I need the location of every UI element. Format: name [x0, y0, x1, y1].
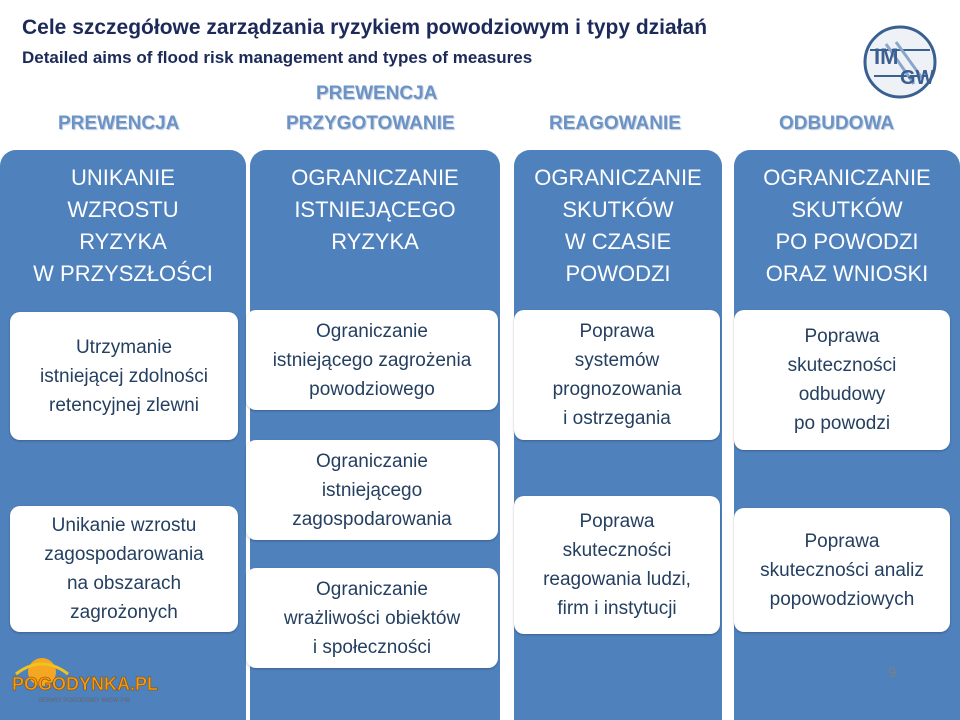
measure-text: powodziowego	[309, 378, 435, 400]
header-line: ISTNIEJĄCEGO	[294, 197, 456, 222]
header-line: OGRANICZANIE	[291, 165, 459, 190]
measure-text: zagospodarowania	[292, 508, 452, 530]
header-line: OGRANICZANIE	[534, 165, 702, 190]
logo-text-2: GW	[900, 67, 935, 89]
measure-text: Ograniczanie	[316, 450, 428, 472]
measure-text: Utrzymanie	[75, 336, 173, 358]
slide-title: Cele szczegółowe zarządzania ryzykiem powodziowym i typy działań	[22, 16, 708, 39]
measure-text: Poprawa	[804, 326, 880, 347]
measure-text: zagospodarowania	[44, 544, 204, 565]
measure-box	[734, 508, 950, 632]
measure-text: firm i instytucji	[557, 598, 677, 619]
imgw-logo	[856, 24, 938, 102]
measure-text: po powodzi	[793, 413, 891, 434]
pogodynka-name: POGODYNKA.PL	[12, 674, 159, 694]
phase-label-odbudowa: ODBUDOWA	[779, 113, 895, 134]
phase-label-prewencja: PREWENCJA	[58, 113, 180, 134]
logo-text-1: IM	[874, 44, 899, 69]
measure-text: odbudowy	[798, 384, 886, 405]
header-line: SKUTKÓW	[562, 197, 674, 222]
phase-label-prewencja-2: PREWENCJA	[316, 83, 438, 104]
measure-box	[246, 310, 498, 410]
measure-text: popowodziowych	[769, 588, 915, 610]
measure-box	[246, 568, 498, 668]
header-line: W PRZYSZŁOŚCI	[33, 261, 213, 286]
measure-text: Poprawa	[804, 530, 880, 552]
header-line: OGRANICZANIE	[763, 165, 931, 190]
column-header-3	[514, 162, 722, 290]
measure-text: systemów	[574, 350, 660, 371]
measure-box	[734, 310, 950, 450]
measure-box	[246, 440, 498, 540]
measure-text: i ostrzegania	[563, 408, 671, 429]
measure-text: prognozowania	[552, 379, 682, 400]
measure-box	[514, 496, 720, 634]
phase-label-przygotowanie: PRZYGOTOWANIE	[286, 113, 455, 134]
header-line: UNIKANIE	[71, 165, 175, 190]
pogodynka-logo	[8, 650, 168, 710]
measure-text: istniejącego zagrożenia	[272, 349, 472, 371]
header-line: RYZYKA	[331, 229, 419, 254]
measure-text: wrażliwości obiektów	[283, 607, 461, 629]
header-line: WZROSTU	[67, 197, 179, 222]
header-line: SKUTKÓW	[791, 197, 903, 222]
measure-text: Ograniczanie	[316, 320, 428, 342]
measure-text: istniejącego	[321, 479, 423, 501]
column-header-1	[0, 162, 246, 290]
measure-box	[10, 312, 238, 440]
page-number: 9	[888, 664, 897, 681]
header-line: RYZYKA	[79, 229, 167, 254]
phase-label-reagowanie: REAGOWANIE	[549, 113, 681, 134]
measure-text: Unikanie wzrostu	[51, 515, 197, 536]
measure-box	[514, 310, 720, 440]
measure-text: istniejącej zdolności	[40, 365, 208, 387]
measure-text: zagrożonych	[70, 602, 178, 623]
measure-text: na obszarach	[66, 573, 182, 594]
slide-subtitle: Detailed aims of flood risk management and types of measures	[22, 48, 533, 67]
measure-text: Poprawa	[579, 511, 655, 532]
measure-text: Poprawa	[579, 321, 655, 342]
measure-text: skuteczności	[562, 540, 672, 561]
measure-text: i społeczności	[312, 636, 432, 658]
header-line: POWODZI	[565, 261, 671, 286]
column-header-4	[734, 162, 960, 290]
measure-text: skuteczności analiz	[760, 559, 924, 581]
header-line: PO POWODZI	[775, 229, 919, 254]
header-line: W CZASIE	[564, 229, 672, 254]
pogodynka-tagline: SERWIS POGODOWY IMGW-PIB	[38, 698, 131, 704]
measure-box	[10, 506, 238, 632]
header-line: ORAZ WNIOSKI	[765, 261, 929, 286]
measure-text: retencyjnej zlewni	[49, 394, 199, 416]
column-header-2	[250, 162, 500, 258]
measure-text: reagowania ludzi,	[543, 569, 691, 590]
measure-text: skuteczności	[787, 355, 897, 376]
measure-text: Ograniczanie	[316, 578, 428, 600]
